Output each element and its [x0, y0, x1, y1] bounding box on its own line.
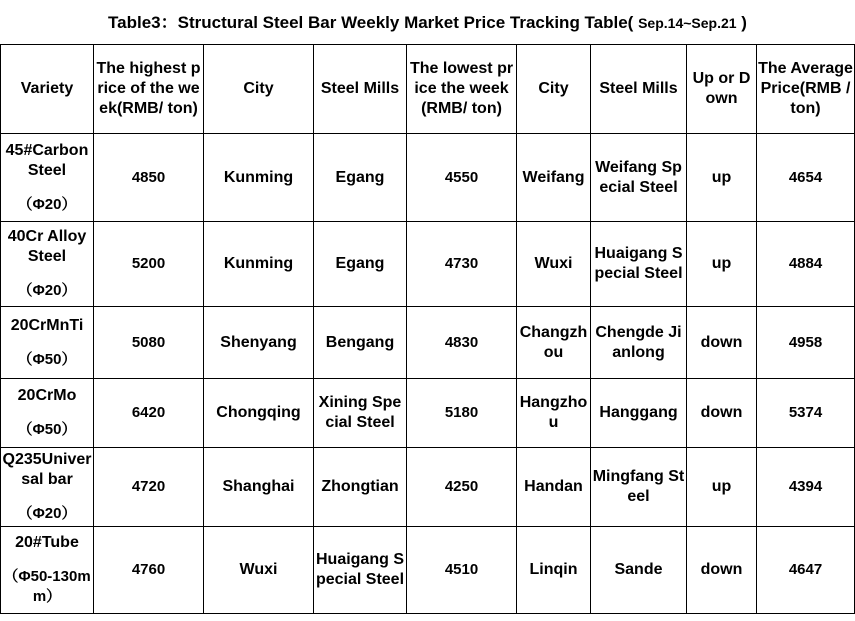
table-row	[1, 379, 855, 448]
average-price-cell: 4394	[757, 448, 855, 527]
lowest-price-cell: 5180	[407, 379, 517, 448]
table-row	[1, 448, 855, 527]
header-low-steel-mills: Steel Mills	[591, 45, 687, 134]
variety-name: Q235Universal bar	[2, 451, 92, 488]
header-up-or-down: Up or Down	[687, 45, 757, 134]
header-high-city: City	[204, 45, 314, 134]
average-price-cell: 4654	[757, 134, 855, 222]
highest-price-cell: 4850	[94, 134, 204, 222]
header-variety: Variety	[1, 45, 94, 134]
highest-price-cell: 4760	[94, 527, 204, 614]
trend-cell: up	[687, 222, 757, 307]
variety-cell	[1, 527, 94, 614]
average-price-cell: 5374	[757, 379, 855, 448]
table-title	[0, 0, 855, 44]
high-city-cell: Kunming	[204, 222, 314, 307]
trend-cell: up	[687, 134, 757, 222]
lowest-price-cell: 4250	[407, 448, 517, 527]
lowest-price-cell: 4510	[407, 527, 517, 614]
average-price-cell: 4647	[757, 527, 855, 614]
high-mill-cell: Huaigang Special Steel	[314, 527, 407, 614]
table-row	[1, 527, 855, 614]
header-high-steel-mills: Steel Mills	[314, 45, 407, 134]
variety-name: 40Cr Alloy Steel	[7, 228, 87, 265]
average-price-cell: 4884	[757, 222, 855, 307]
table-title-date-range: Sep.14~Sep.21	[638, 15, 737, 31]
trend-cell: down	[687, 307, 757, 379]
high-city-cell: Shenyang	[204, 307, 314, 379]
variety-name: 20CrMo	[17, 387, 77, 404]
low-city-cell: Wuxi	[517, 222, 591, 307]
high-city-cell: Kunming	[204, 134, 314, 222]
variety-spec: （Φ20）	[17, 282, 77, 299]
variety-cell	[1, 307, 94, 379]
low-city-cell: Handan	[517, 448, 591, 527]
trend-cell: down	[687, 379, 757, 448]
highest-price-cell: 6420	[94, 379, 204, 448]
variety-spec: （Φ20）	[17, 505, 77, 522]
lowest-price-cell: 4550	[407, 134, 517, 222]
lowest-price-cell: 4830	[407, 307, 517, 379]
low-mill-cell: Sande	[591, 527, 687, 614]
trend-cell: down	[687, 527, 757, 614]
high-city-cell: Wuxi	[204, 527, 314, 614]
table-title-main: Table3：Structural Steel Bar Weekly Market Price Tracking Table(	[108, 13, 634, 32]
variety-cell	[1, 448, 94, 527]
high-city-cell: Chongqing	[204, 379, 314, 448]
high-mill-cell: Zhongtian	[314, 448, 407, 527]
highest-price-cell: 5080	[94, 307, 204, 379]
low-mill-cell: Hanggang	[591, 379, 687, 448]
header-highest-price: The highest price of the week(RMB/ ton)	[94, 45, 204, 134]
header-lowest-price: The lowest price the week(RMB/ ton)	[407, 45, 517, 134]
high-mill-cell: Egang	[314, 222, 407, 307]
header-row	[1, 45, 855, 134]
low-mill-cell: Chengde Jianlong	[591, 307, 687, 379]
highest-price-cell: 5200	[94, 222, 204, 307]
variety-spec: （Φ50）	[17, 421, 77, 438]
high-mill-cell: Bengang	[314, 307, 407, 379]
table-row	[1, 307, 855, 379]
variety-name: 45#Carbon Steel	[5, 141, 89, 179]
low-city-cell: Hangzhou	[517, 379, 591, 448]
header-average-price: The Average Price(RMB /ton)	[757, 45, 855, 134]
high-mill-cell: Xining Special Steel	[314, 379, 407, 448]
low-city-cell: Changzhou	[517, 307, 591, 379]
table-row	[1, 222, 855, 307]
highest-price-cell: 4720	[94, 448, 204, 527]
average-price-cell: 4958	[757, 307, 855, 379]
variety-spec: （Φ20）	[17, 195, 77, 213]
price-tracking-table	[0, 44, 855, 614]
variety-cell	[1, 134, 94, 222]
low-city-cell: Weifang	[517, 134, 591, 222]
low-mill-cell: Huaigang Special Steel	[591, 222, 687, 307]
low-mill-cell: Weifang Special Steel	[591, 134, 687, 222]
variety-name: 20CrMnTi	[10, 316, 84, 334]
header-low-city: City	[517, 45, 591, 134]
table-row	[1, 134, 855, 222]
variety-cell	[1, 222, 94, 307]
trend-cell: up	[687, 448, 757, 527]
variety-cell	[1, 379, 94, 448]
low-mill-cell: Mingfang Steel	[591, 448, 687, 527]
variety-spec: （Φ50）	[17, 350, 77, 368]
high-city-cell: Shanghai	[204, 448, 314, 527]
variety-spec: （Φ50-130mm）	[3, 568, 91, 605]
high-mill-cell: Egang	[314, 134, 407, 222]
low-city-cell: Linqin	[517, 527, 591, 614]
table-title-close: )	[741, 13, 747, 32]
variety-name: 20#Tube	[15, 534, 79, 551]
lowest-price-cell: 4730	[407, 222, 517, 307]
